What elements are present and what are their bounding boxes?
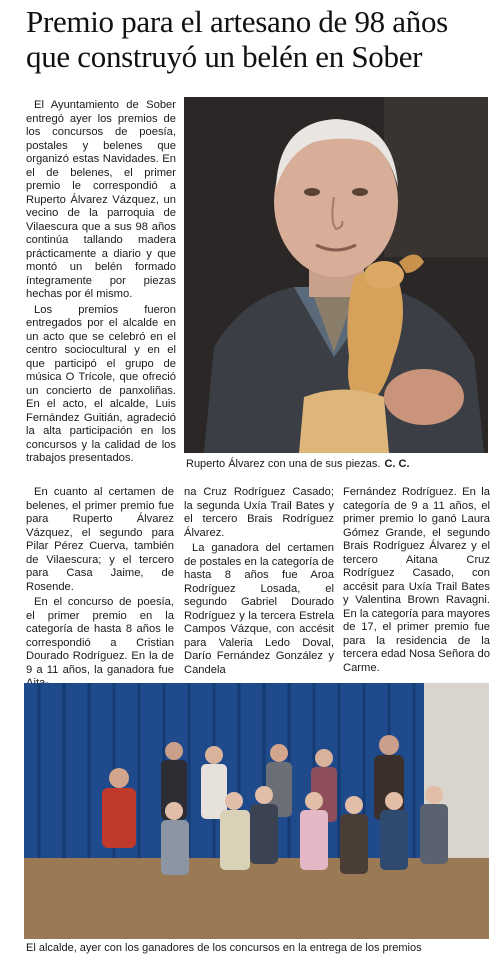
body-column-3 (343, 486, 490, 675)
award-ceremony-illustration (24, 683, 489, 939)
body-paragraph: La ganadora del certamen de postales en la categoría de hasta 8 años fue Aroa Rodríguez Losada, el segundo Gabriel Dourado Rodríguez y la tercera Estrela Campos Vázque, con accésit para Valeria Ledo Doval, Darío Fernández González y Candela (184, 542, 334, 676)
body-column-2 (184, 486, 334, 677)
caption-text: Ruperto Álvarez con una de sus piezas. (186, 458, 381, 470)
award-ceremony-photo (24, 683, 489, 939)
lead-column (26, 99, 176, 466)
body-paragraph: na Cruz Rodríguez Casado; la segunda Uxía Trail Bates y el tercero Brais Rodríguez Álvarez. (184, 486, 334, 539)
body-paragraph: Fernández Rodríguez. En la categoría de 9 a 11 años, el primer premio lo ganó Laura Gómez Grande, el segundo Brais Rodríguez Álvarez y el tercero Aitana Cruz Rodríguez Casado, con accésit para Uxía Trail Bates y Valentina Brown Ravagni. En la categoría para mayores de 17, el primer premio fue para la residencia de la tercera edad Nosa Señora do Carme. (343, 486, 490, 674)
elder-artisan-photo (184, 97, 488, 453)
headline: Premio para el artesano de 98 años que construyó un belén en Sober (26, 4, 448, 74)
body-paragraph: En el concurso de poesía, el primer premio en la categoría de hasta 8 años le correspondió a Cristian Dourado Rodríguez. En la de 9 a 11 años, la ganadora fue (26, 596, 174, 676)
body-paragraph: En cuanto al certamen de belenes, el primer premio fue para Ruperto Álvarez Vázquez, el segundo para Pilar Pérez Cuerva, también de Vilaescura; y el tercero para Casa Jaime, de Rosende. (26, 486, 174, 593)
lead-paragraph: El Ayuntamiento de Sober entregó ayer los premios de los concursos de poesía, postales y belenes que organizó estas Navidades. En el de belenes, el primer premio le correspondió a Ruperto Álvarez Vázquez, un vecino de la parroquia de Vilaescura que a sus 98 años continúa tallando madera prácticamente a diario y que montó un belén formado íntegramente por piezas hechas por él mismo. (26, 99, 176, 300)
elder-artisan-illustration (184, 97, 488, 453)
photo-bottom-caption: El alcalde, ayer con los ganadores de los concursos en la entrega de los premios (26, 942, 422, 954)
lead-paragraph: Los premios fueron entregados por el alcalde en un acto que se celebró en el centro sociocultural y en el que participó el grupo de música O Trícole, que ofreció un concierto de panxoliñas. En el acto, el alcalde, Luis Fernández Guitián, agradeció la alta participación en los concursos y la calidad de los trabajos presentados. (26, 303, 176, 464)
body-column-1 (26, 486, 174, 691)
photo-credit: C. C. (384, 458, 410, 470)
photo-top-caption (186, 458, 486, 471)
